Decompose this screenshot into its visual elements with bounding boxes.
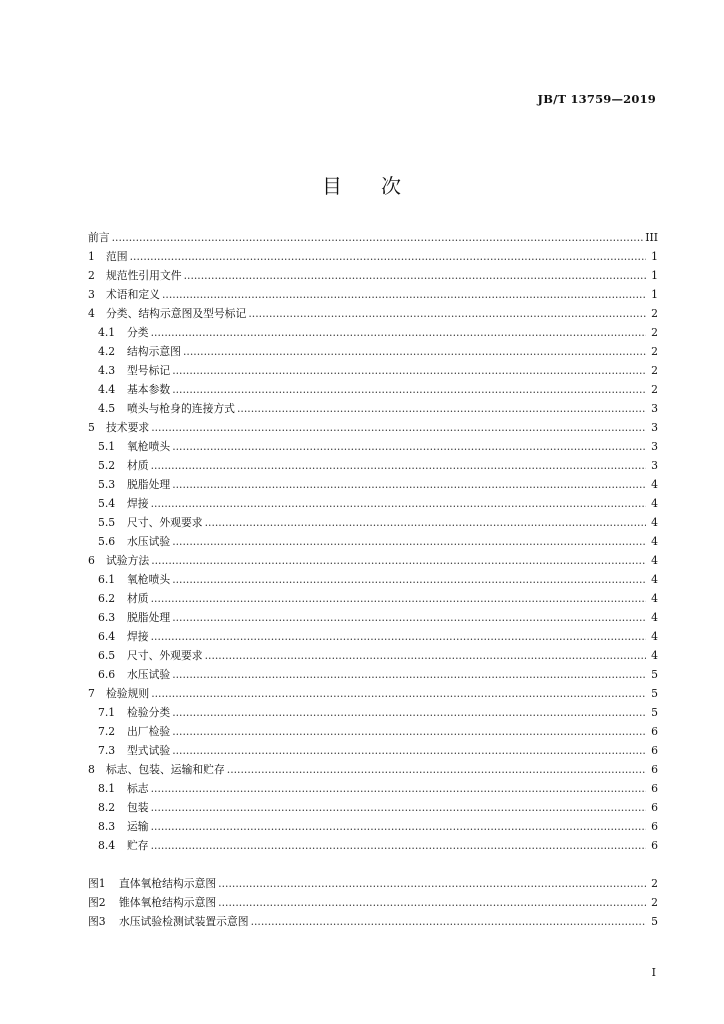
page-title	[0, 170, 724, 199]
toc-entry-number: 6.3	[98, 611, 116, 624]
toc-entry-label: 分类、结构示意图及型号标记	[106, 307, 247, 320]
toc-entry-label: 基本参数	[127, 383, 171, 396]
toc-entry-number: 4.2	[98, 345, 116, 358]
figure-entry-page: 5	[651, 915, 658, 928]
figure-entry-number: 图2	[88, 896, 106, 909]
toc-entry-label: 尺寸、外观要求	[127, 649, 203, 662]
title-char-2: 次	[381, 174, 402, 198]
dot-leader	[151, 459, 646, 472]
dot-leader	[227, 763, 646, 776]
toc-entry-page: III	[645, 231, 658, 244]
dot-leader	[251, 915, 646, 928]
toc-entry-label: 出厂检验	[127, 725, 171, 738]
toc-entry-page: 1	[651, 288, 658, 301]
toc-entry-number: 7	[88, 687, 95, 700]
toc-entry[interactable]	[88, 838, 658, 857]
toc-entry-number: 8.4	[98, 839, 116, 852]
toc-entry-page: 4	[651, 497, 658, 510]
toc-entry-label: 脱脂处理	[127, 478, 171, 491]
toc-entry-label: 贮存	[127, 839, 149, 852]
toc-entry[interactable]	[88, 496, 658, 515]
dot-leader	[172, 535, 646, 548]
toc-entry-number: 4.4	[98, 383, 116, 396]
toc-entry-label: 分类	[127, 326, 149, 339]
toc-entry-label: 型号标记	[127, 364, 171, 377]
toc-entry-number: 5.3	[98, 478, 116, 491]
figure-entry-label: 直体氧枪结构示意图	[119, 877, 217, 890]
toc-entry-number: 7.2	[98, 725, 116, 738]
dot-leader	[151, 839, 646, 852]
toc-entry-page: 6	[651, 839, 658, 852]
toc-entry[interactable]	[88, 762, 658, 781]
toc-entry-number: 5.2	[98, 459, 116, 472]
dot-leader	[172, 725, 646, 738]
toc-entry-page: 4	[651, 554, 658, 567]
dot-leader	[205, 649, 646, 662]
toc-entry[interactable]	[88, 230, 658, 249]
toc-entry-label: 包装	[127, 801, 149, 814]
toc-entry-number: 6.4	[98, 630, 116, 643]
toc-entry-number: 7.3	[98, 744, 116, 757]
toc-entry-label: 前言	[88, 231, 110, 244]
toc-entry-label: 检验规则	[106, 687, 150, 700]
toc-entry[interactable]	[88, 724, 658, 743]
toc-entry[interactable]	[88, 363, 658, 382]
toc-entry[interactable]	[88, 420, 658, 439]
toc-entry-number: 1	[88, 250, 95, 263]
dot-leader	[172, 611, 646, 624]
dot-leader	[218, 896, 646, 909]
dot-leader	[151, 820, 646, 833]
toc-entry-label: 水压试验	[127, 668, 171, 681]
toc-entry-page: 1	[651, 269, 658, 282]
toc-entry-label: 氧枪喷头	[127, 573, 171, 586]
dot-leader	[172, 744, 646, 757]
toc-entry[interactable]	[88, 458, 658, 477]
toc-entry[interactable]	[88, 401, 658, 420]
toc-entry-page: 5	[651, 687, 658, 700]
toc-entry-page: 2	[651, 364, 658, 377]
toc-entry-page: 2	[651, 307, 658, 320]
toc-entry[interactable]	[88, 686, 658, 705]
toc-entry-label: 试验方法	[106, 554, 150, 567]
toc-entry-page: 1	[651, 250, 658, 263]
toc-entry[interactable]	[88, 344, 658, 363]
dot-leader	[151, 326, 646, 339]
toc-entry-page: 5	[651, 668, 658, 681]
toc-entry[interactable]	[88, 515, 658, 534]
toc-entry[interactable]	[88, 287, 658, 306]
toc-entry-label: 喷头与枪身的连接方式	[127, 402, 235, 415]
figure-entry[interactable]	[88, 876, 658, 895]
figure-entry-page: 2	[651, 877, 658, 890]
dot-leader	[151, 630, 646, 643]
figure-list	[88, 876, 658, 933]
toc-entry-page: 3	[651, 459, 658, 472]
figure-entry-label: 水压试验检测试装置示意图	[119, 915, 249, 928]
toc-entry-number: 8.2	[98, 801, 116, 814]
toc-entry-page: 3	[651, 421, 658, 434]
toc-entry-number: 6.6	[98, 668, 116, 681]
dot-leader	[218, 877, 646, 890]
toc-entry-label: 水压试验	[127, 535, 171, 548]
toc-entry-page: 6	[651, 763, 658, 776]
dot-leader	[172, 440, 646, 453]
toc-entry[interactable]	[88, 306, 658, 325]
toc-entry-label: 脱脂处理	[127, 611, 171, 624]
toc-entry-page: 4	[651, 630, 658, 643]
toc-entry[interactable]	[88, 800, 658, 819]
toc-entry-page: 4	[651, 649, 658, 662]
dot-leader	[237, 402, 646, 415]
toc-entry-number: 6	[88, 554, 95, 567]
toc-entry-label: 结构示意图	[127, 345, 181, 358]
toc-entry-page: 4	[651, 535, 658, 548]
toc-entry-page: 6	[651, 725, 658, 738]
dot-leader	[172, 573, 646, 586]
toc-entry-number: 5	[88, 421, 95, 434]
toc-entry-number: 7.1	[98, 706, 116, 719]
toc-entry[interactable]	[88, 572, 658, 591]
figure-entry-number: 图3	[88, 915, 106, 928]
dot-leader	[162, 288, 646, 301]
toc-entry-number: 6.5	[98, 649, 116, 662]
toc-entry-page: 2	[651, 345, 658, 358]
dot-leader	[151, 687, 646, 700]
toc-entry-label: 规范性引用文件	[106, 269, 182, 282]
toc-entry[interactable]	[88, 648, 658, 667]
figure-entry[interactable]	[88, 914, 658, 933]
standard-code: JB/T 13759—2019	[537, 92, 656, 106]
toc-entry[interactable]	[88, 382, 658, 401]
dot-leader	[130, 250, 646, 263]
toc-entry[interactable]	[88, 743, 658, 762]
title-char-1: 目	[322, 174, 343, 198]
toc-entry-number: 8	[88, 763, 95, 776]
toc-entry-page: 4	[651, 592, 658, 605]
toc-entry-label: 尺寸、外观要求	[127, 516, 203, 529]
dot-leader	[172, 364, 646, 377]
toc-entry-page: 6	[651, 820, 658, 833]
toc-entry-number: 5.1	[98, 440, 116, 453]
toc-entry-page: 4	[651, 478, 658, 491]
toc-entry[interactable]	[88, 629, 658, 648]
toc-entry-label: 标志	[127, 782, 149, 795]
dot-leader	[151, 801, 646, 814]
dot-leader	[151, 421, 646, 434]
toc-entry-number: 6.1	[98, 573, 116, 586]
toc-entry[interactable]	[88, 705, 658, 724]
dot-leader	[151, 782, 646, 795]
toc-entry[interactable]	[88, 534, 658, 553]
toc-entry-number: 5.4	[98, 497, 116, 510]
toc-entry-page: 6	[651, 801, 658, 814]
figure-entry-number: 图1	[88, 877, 106, 890]
dot-leader	[151, 497, 646, 510]
toc-entry[interactable]	[88, 325, 658, 344]
toc-entry[interactable]	[88, 553, 658, 572]
toc-entry-label: 标志、包装、运输和贮存	[106, 763, 225, 776]
toc-entry-number: 4	[88, 307, 95, 320]
toc-entry[interactable]	[88, 439, 658, 458]
toc-entry-number: 8.1	[98, 782, 116, 795]
toc-entry[interactable]	[88, 591, 658, 610]
toc-entry-page: 6	[651, 782, 658, 795]
toc-entry-number: 4.5	[98, 402, 116, 415]
toc-entry-page: 3	[651, 402, 658, 415]
toc-entry[interactable]	[88, 667, 658, 686]
dot-leader	[151, 592, 646, 605]
toc-entry-page: 4	[651, 516, 658, 529]
toc-entry[interactable]	[88, 819, 658, 838]
toc-entry[interactable]	[88, 249, 658, 268]
toc-entry[interactable]	[88, 610, 658, 629]
figure-entry-page: 2	[651, 896, 658, 909]
toc-entry[interactable]	[88, 477, 658, 496]
dot-leader	[248, 307, 646, 320]
toc-entry-number: 4.1	[98, 326, 116, 339]
toc-entry-label: 焊接	[127, 497, 149, 510]
toc-entry-label: 型式试验	[127, 744, 171, 757]
dot-leader	[172, 478, 646, 491]
page-number: I	[651, 966, 656, 979]
dot-leader	[172, 668, 646, 681]
figure-entry-label: 锥体氧枪结构示意图	[119, 896, 217, 909]
toc-entry-number: 8.3	[98, 820, 116, 833]
toc-entry-page: 4	[651, 573, 658, 586]
dot-leader	[172, 706, 646, 719]
toc-entry-number: 5.6	[98, 535, 116, 548]
toc-entry-number: 4.3	[98, 364, 116, 377]
toc-entry-label: 范围	[106, 250, 128, 263]
toc-entry-label: 检验分类	[127, 706, 171, 719]
toc-entry-label: 焊接	[127, 630, 149, 643]
table-of-contents	[88, 230, 658, 857]
figure-entry[interactable]	[88, 895, 658, 914]
toc-entry-number: 2	[88, 269, 95, 282]
toc-entry-page: 4	[651, 611, 658, 624]
toc-entry-label: 氧枪喷头	[127, 440, 171, 453]
toc-entry[interactable]	[88, 781, 658, 800]
dot-leader	[183, 345, 646, 358]
toc-entry-label: 运输	[127, 820, 149, 833]
dot-leader	[205, 516, 646, 529]
toc-entry-number: 3	[88, 288, 95, 301]
toc-entry-label: 材质	[127, 459, 149, 472]
toc-entry-page: 3	[651, 440, 658, 453]
dot-leader	[151, 554, 646, 567]
toc-entry-page: 2	[651, 383, 658, 396]
toc-entry-number: 5.5	[98, 516, 116, 529]
toc-entry[interactable]	[88, 268, 658, 287]
dot-leader	[184, 269, 646, 282]
toc-entry-page: 6	[651, 744, 658, 757]
toc-entry-number: 6.2	[98, 592, 116, 605]
toc-entry-label: 材质	[127, 592, 149, 605]
dot-leader	[112, 231, 644, 244]
toc-entry-page: 2	[651, 326, 658, 339]
toc-entry-label: 技术要求	[106, 421, 150, 434]
toc-entry-page: 5	[651, 706, 658, 719]
toc-entry-label: 术语和定义	[106, 288, 160, 301]
dot-leader	[172, 383, 646, 396]
